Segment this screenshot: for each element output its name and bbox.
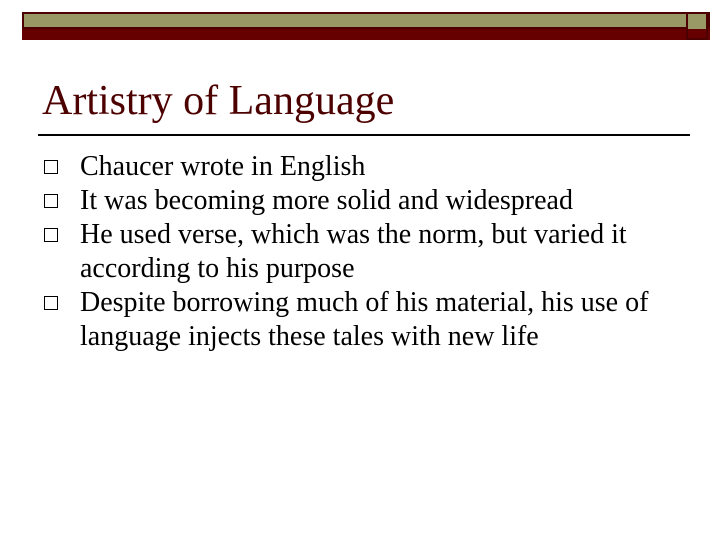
bullet-item [42, 286, 692, 354]
header-band-olive [22, 12, 710, 29]
hollow-square-bullet-icon [44, 194, 58, 208]
bullet-text: Chaucer wrote in English [80, 151, 366, 182]
corner-square-decoration [686, 12, 708, 40]
hollow-square-bullet-icon [44, 160, 58, 174]
bullet-item [42, 184, 692, 218]
header-band [22, 12, 710, 41]
hollow-square-bullet-icon [44, 228, 58, 242]
bullet-text: Despite borrowing much of his material, his use of language injects these tales with new life [80, 287, 649, 352]
bullet-text: It was becoming more solid and widespread [80, 185, 573, 216]
header-band-maroon [22, 29, 710, 40]
bullet-item [42, 150, 692, 184]
slide-title: Artistry of Language [42, 78, 395, 124]
bullet-list [42, 150, 692, 354]
hollow-square-bullet-icon [44, 296, 58, 310]
bullet-text: He used verse, which was the norm, but varied it according to his purpose [80, 219, 627, 284]
bullet-item [42, 218, 692, 286]
title-divider [38, 134, 690, 136]
